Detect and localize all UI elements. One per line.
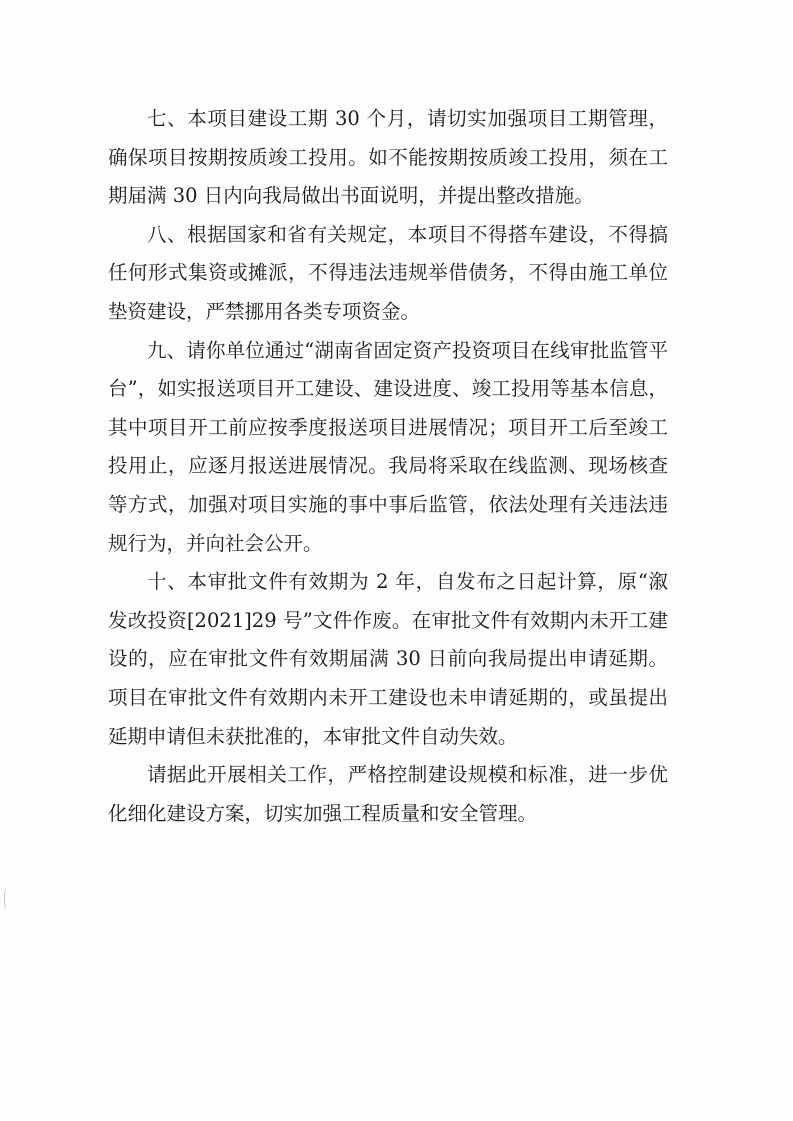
paragraph-ten: 十、本审批文件有效期为 2 年，自发布之日起计算，原“溆发改投资[2021]29 号”文件作废。在审批文件有效期内未开工建设的，应在审批文件有效期届满 30 日前向我局提出申请延期。项目在审批文件有效期内未开工建设也未申请延期的，或虽提出延期申请但未获批准的，本审批文件自动失效。	[108, 570, 668, 748]
paragraph-seven: 七、本项目建设工期 30 个月，请切实加强项目工期管理，确保项目按期按质竣工投用。如不能按期按质竣工投用，须在工期届满 30 日内向我局做出书面说明，并提出整改措施。	[108, 107, 668, 208]
paragraph-eight: 八、根据国家和省有关规定，本项目不得搭车建设，不得搞任何形式集资或摊派，不得违法违规举借债务，不得由施工单位垫资建设，严禁挪用各类专项资金。	[108, 222, 668, 323]
scan-edge-mark	[4, 888, 11, 910]
paragraph-nine: 九、请你单位通过“湖南省固定资产投资项目在线审批监管平台”，如实报送项目开工建设、建设进度、竣工投用等基本信息，其中项目开工前应按季度报送项目进展情况；项目开工后至竣工投用止，应逐月报送进展情况。我局将采取在线监测、现场核查等方式，加强对项目实施的事中事后监管，依法处理有关违法违规行为，并向社会公开。	[108, 338, 668, 555]
document-body	[108, 100, 668, 833]
closing-paragraph: 请据此开展相关工作，严格控制建设规模和标准，进一步优化细化建设方案，切实加强工程质量和安全管理。	[108, 763, 668, 825]
